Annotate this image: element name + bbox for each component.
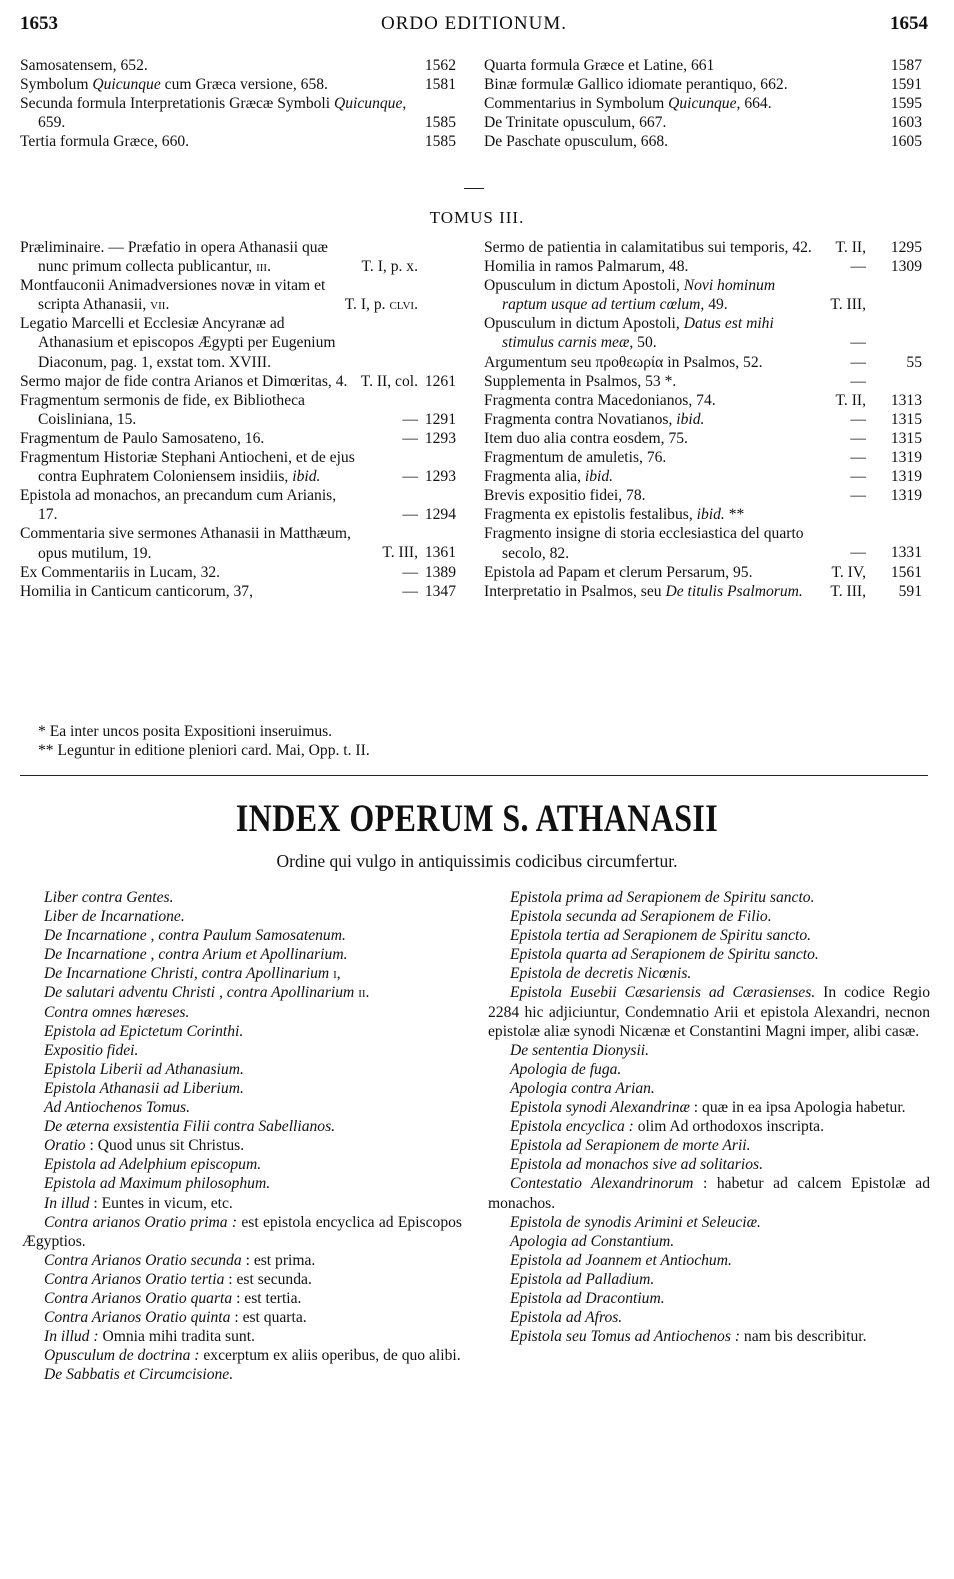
entry	[484, 113, 922, 132]
entry	[484, 75, 922, 94]
entry-title: Opusculum in dictum Apostoli, Novi hominum raptum usque ad tertium cœlum, 49.	[484, 277, 776, 314]
entry	[20, 56, 456, 75]
entry-column-number: 591	[898, 582, 922, 600]
running-header	[20, 14, 928, 38]
entry	[20, 524, 456, 562]
work-title: Contra arianos Oratio prima : est epistola encyclica ad Episcopos Ægyptios.	[22, 1213, 462, 1250]
entry-tome-ref: T. III,	[382, 544, 418, 562]
entry-title: Fragmentum Historiæ Stephani Antiocheni, et de ejus contra Euphratem Coloniensem insidiis, ibid.	[20, 449, 355, 486]
entry	[484, 582, 922, 601]
index-left-column	[22, 888, 462, 1384]
entry	[484, 391, 922, 410]
entry-title: Sermo de patientia in calamitatibus sui temporis, 42.	[484, 239, 812, 256]
work-title: Contestatio Alexandrinorum : habetur ad calcem Epistolæ ad monachos.	[488, 1175, 930, 1212]
entry-title: Ex Commentariis in Lucam, 32.	[20, 563, 221, 581]
entry-column-number: 1291	[424, 410, 456, 428]
entry-tome-ref: —	[850, 258, 866, 276]
entry-title: Fragmentum sermonis de fide, ex Bibliotheca Coisliniana, 15.	[20, 391, 305, 428]
entry-title: Montfauconii Animadversiones novæ in vitam et scripta Athanasii, vii.	[20, 277, 326, 314]
entry-title: Tertia formula Græce, 660.	[20, 133, 190, 151]
work-title: Epistola ad Joannem et Antiochum.	[510, 1251, 732, 1269]
entry-tome-ref: —	[402, 506, 418, 524]
entry-tome-ref: —	[850, 410, 866, 428]
tomus-heading: TOMUS III.	[429, 208, 525, 227]
entry-title: Homilia in Canticum canticorum, 37,	[20, 582, 253, 600]
entry-column-number: 1331	[890, 544, 922, 562]
entry-title: Commentarius in Symbolum Quicunque, 664.	[484, 95, 772, 113]
work-title: Apologia contra Arian.	[510, 1079, 655, 1097]
work-title: Opusculum de doctrina : excerptum ex aliis operibus, de quo alibi.	[44, 1347, 461, 1365]
entry-tome-ref: —	[850, 487, 866, 505]
work-title: Epistola ad Maximum philosophum.	[44, 1175, 271, 1193]
work-title: Contra Arianos Oratio quinta : est quarta.	[44, 1309, 307, 1327]
entry	[484, 132, 922, 151]
work-title: De Incarnatione Christi, contra Apollinarium i,	[44, 965, 341, 983]
work-title: Apologia de fuga.	[510, 1060, 622, 1078]
entry-column-number: 1347	[424, 582, 456, 600]
work-title: Epistola encyclica : olim Ad orthodoxos inscripta.	[510, 1118, 824, 1136]
entry-title: Supplementa in Psalmos, 53 *.	[484, 372, 677, 390]
entry-title: Secunda formula Interpretationis Græcæ Symboli Quicunque, 659.	[20, 95, 407, 132]
entry-title: Fragmenta ex epistolis festalibus, ibid. **	[484, 506, 745, 524]
entry-tome-ref: T. III,	[830, 296, 866, 314]
footnote: * Ea inter uncos posita Expositioni inseruimus.	[38, 723, 333, 740]
entry-tome-ref: —	[850, 334, 866, 352]
work-title: Epistola ad Dracontium.	[510, 1289, 665, 1307]
left-page-number: 1653	[20, 13, 58, 34]
entry	[484, 467, 922, 486]
right-page-number: 1654	[890, 13, 928, 34]
entry-tome-ref: —	[402, 410, 418, 428]
entry-title: Interpretatio in Psalmos, seu De titulis Psalmorum.	[484, 582, 803, 600]
entry-column-number: 1561	[890, 563, 922, 581]
work-title: De æterna exsistentia Filii contra Sabellianos.	[44, 1118, 336, 1136]
entry	[484, 257, 922, 276]
tomus-left-entries	[20, 238, 456, 601]
entry-column-number: 1319	[890, 468, 922, 486]
top-left-entries	[20, 56, 456, 151]
entry-title: Fragmentum de Paulo Samosateno, 16.	[20, 429, 265, 447]
entry-column-number: 1295	[890, 239, 922, 256]
entry-tome-ref: T. II,	[835, 391, 866, 409]
page-rule	[20, 775, 928, 776]
entry-tome-ref: T. IV,	[831, 563, 866, 581]
entry-column-number: 1315	[890, 410, 922, 428]
entry-title: Fragmenta contra Macedonianos, 74.	[484, 391, 716, 409]
entry	[20, 582, 456, 601]
entry-tome-ref: T. II, col.	[360, 372, 418, 390]
work-title: Epistola Liberii ad Athanasium.	[44, 1060, 244, 1078]
work-title: De salutari adventu Christi , contra Apollinarium ii.	[44, 984, 370, 1002]
entry-title: Homilia in ramos Palmarum, 48.	[484, 258, 689, 276]
entry-tome-ref: —	[402, 429, 418, 447]
work-title: De sententia Dionysii.	[510, 1041, 650, 1059]
entry-title: Samosatensem, 652.	[20, 57, 148, 74]
work-title: Oratio : Quod unus sit Christus.	[44, 1137, 245, 1155]
work-title: Expositio fidei.	[44, 1041, 139, 1059]
entry-column-number: 1389	[424, 563, 456, 581]
entry	[484, 410, 922, 429]
work-title: Contra Arianos Oratio secunda : est prima.	[44, 1251, 316, 1269]
work-title: De Incarnatione , contra Paulum Samosatenum.	[44, 927, 346, 945]
entry	[484, 486, 922, 505]
entry-tome-ref: T. III,	[830, 582, 866, 600]
entry-tome-ref: —	[402, 582, 418, 600]
work-title: Epistola ad Adelphium episcopum.	[44, 1156, 262, 1174]
entry-column-number: 1294	[424, 506, 456, 524]
entry-title: Symbolum Quicunque cum Græca versione, 658.	[20, 76, 328, 94]
entry	[484, 238, 922, 257]
entry-title: Fragmentum de amuletis, 76.	[484, 449, 667, 467]
work-title: Epistola ad Afros.	[510, 1309, 623, 1327]
entry	[484, 56, 922, 75]
work-title: Epistola seu Tomus ad Antiochenos : nam bis describitur.	[510, 1328, 867, 1346]
entry-column-number: 1319	[890, 487, 922, 505]
entry	[484, 276, 922, 314]
entry-title: Fragmento insigne di storia ecclesiastica del quarto secolo, 82.	[484, 525, 804, 562]
entry-title: Legatio Marcelli et Ecclesiæ Ancyranæ ad Athanasium et episcopos Ægypti per Eugenium Diaconum, pag. 1, exstat tom. XVIII.	[20, 315, 336, 371]
entry	[20, 563, 456, 582]
entry-column-number: 1585	[424, 133, 456, 151]
work-title: Contra omnes hæreses.	[44, 1003, 190, 1021]
entry-tome-ref: —	[850, 468, 866, 486]
entry-tome-ref: —	[402, 563, 418, 581]
entry-tome-ref: —	[850, 544, 866, 562]
entry-tome-ref: T. II,	[835, 239, 866, 256]
entry-tome-ref: —	[850, 449, 866, 467]
work-title: Epistola ad monachos sive ad solitarios.	[510, 1156, 763, 1174]
entry-column-number: 1581	[424, 76, 456, 94]
entry-column-number: 1585	[424, 114, 456, 132]
entry	[484, 372, 922, 391]
entry-column-number: 1261	[424, 372, 456, 390]
entry-title: Item duo alia contra eosdem, 75.	[484, 429, 688, 447]
work-title: Epistola prima ad Serapionem de Spiritu sancto.	[510, 889, 815, 906]
entry-column-number: 1313	[890, 391, 922, 409]
entry	[484, 94, 922, 113]
entry	[20, 94, 456, 132]
entry-title: Præliminaire. — Præfatio in opera Athanasii quæ nunc primum collecta publicantur, iii.	[20, 239, 328, 276]
entry-title: Binæ formulæ Gallico idiomate perantiquo, 662.	[484, 76, 788, 94]
entry-column-number: 1605	[890, 133, 922, 151]
entry-column-number: 1293	[424, 429, 456, 447]
entry-title: Fragmenta alia, ibid.	[484, 468, 614, 486]
entry-title: De Trinitate opusculum, 667.	[484, 114, 667, 132]
entry-title: De Paschate opusculum, 668.	[484, 133, 669, 151]
entry	[20, 314, 456, 371]
index-title: INDEX OPERUM S. ATHANASII	[235, 797, 719, 840]
entry	[484, 429, 922, 448]
index-subtitle: Ordine qui vulgo in antiquissimis codicibus circumfertur.	[276, 851, 678, 871]
entry	[20, 429, 456, 448]
entry-title: Quarta formula Græce et Latine, 661	[484, 57, 715, 74]
entry-tome-ref: —	[850, 372, 866, 390]
work-title: Epistola ad Palladium.	[510, 1270, 655, 1288]
work-title: Contra Arianos Oratio quarta : est tertia.	[44, 1289, 302, 1307]
entry-tome-ref: T. I, p. clvi.	[344, 296, 418, 314]
entry	[20, 132, 456, 151]
entry-title: Brevis expositio fidei, 78.	[484, 487, 646, 505]
top-right-entries	[484, 56, 922, 151]
entry	[20, 75, 456, 94]
tomus-right-entries	[484, 238, 922, 601]
entry-tome-ref: T. I, p. x.	[361, 258, 418, 276]
entry-column-number: 1309	[890, 258, 922, 276]
work-title: Liber de Incarnatione.	[44, 908, 185, 926]
work-title: Apologia ad Constantium.	[510, 1232, 675, 1250]
entry	[20, 391, 456, 429]
work-title: Liber contra Gentes.	[44, 889, 174, 906]
entry-column-number: 1361	[424, 544, 456, 562]
entry-column-number: 1293	[424, 468, 456, 486]
work-title: Epistola synodi Alexandrinæ : quæ in ea ipsa Apologia habetur.	[510, 1099, 906, 1117]
entry-title: Epistola ad Papam et clerum Persarum, 95.	[484, 563, 753, 581]
entry	[20, 448, 456, 486]
entry	[484, 353, 922, 372]
work-title: In illud : Omnia mihi tradita sunt.	[44, 1328, 255, 1346]
entry-column-number: 1591	[890, 76, 922, 94]
entry-title: Fragmenta contra Novatianos, ibid.	[484, 410, 705, 428]
work-title: De Incarnatione , contra Arium et Apollinarium.	[44, 946, 348, 964]
entry-title: Argumentum seu προθεωρία in Psalmos, 52.	[484, 353, 763, 371]
entry-tome-ref: —	[850, 429, 866, 447]
work-title: Epistola quarta ad Serapionem de Spiritu sancto.	[510, 946, 819, 964]
entry	[20, 372, 456, 391]
entry	[484, 505, 922, 524]
index-right-column	[488, 888, 930, 1346]
work-title: Epistola de decretis Nicœnis.	[510, 965, 692, 983]
footnote: ** Leguntur in editione pleniori card. Mai, Opp. t. II.	[38, 742, 370, 760]
entry-tome-ref: —	[850, 353, 866, 371]
entry	[484, 524, 922, 562]
work-title: Epistola ad Epictetum Corinthi.	[44, 1022, 244, 1040]
work-title: Epistola Athanasii ad Liberium.	[44, 1079, 244, 1097]
work-title: Epistola de synodis Arimini et Seleuciæ.	[510, 1213, 761, 1231]
entry-column-number: 1587	[890, 57, 922, 74]
entry	[20, 238, 456, 276]
entry-title: Opusculum in dictum Apostoli, Datus est mihi stimulus carnis meæ, 50.	[484, 315, 774, 352]
entry-column-number: 1319	[890, 449, 922, 467]
entry	[484, 563, 922, 582]
entry	[484, 314, 922, 352]
work-title: Epistola secunda ad Serapionem de Filio.	[510, 908, 772, 926]
entry-title: Sermo major de fide contra Arianos et Dimœritas, 4.	[20, 372, 348, 390]
entry	[20, 276, 456, 314]
work-title: De Sabbatis et Circumcisione.	[44, 1366, 234, 1384]
entry-column-number: 1603	[890, 114, 922, 132]
entry-title: Commentaria sive sermones Athanasii in Matthæum, opus mutilum, 19.	[20, 525, 351, 562]
entry	[484, 448, 922, 467]
entry-column-number: 1595	[890, 95, 922, 113]
entry-column-number: 55	[906, 353, 922, 371]
work-title: Ad Antiochenos Tomus.	[44, 1099, 190, 1117]
work-title: Contra Arianos Oratio tertia : est secunda.	[44, 1270, 312, 1288]
work-title: Epistola Eusebii Cæsariensis ad Cærasienses. In codice Regio 2284 hic adjiciuntur, Condemnatio Arii et epistola Alexandri, necnon epistolæ aliæ synodi Nicænæ et Constantini Magni imper, alibi casæ.	[488, 984, 930, 1040]
work-title: Epistola tertia ad Serapionem de Spiritu sancto.	[510, 927, 812, 945]
entry-column-number: 1315	[890, 429, 922, 447]
entry	[20, 486, 456, 524]
work-title: In illud : Euntes in vicum, etc.	[44, 1194, 233, 1212]
work-title: Epistola ad Serapionem de morte Arii.	[510, 1137, 751, 1155]
entry-column-number: 1562	[424, 57, 456, 74]
footnotes	[38, 722, 370, 760]
running-title: ORDO EDITIONUM.	[381, 13, 567, 34]
entry-tome-ref: —	[402, 468, 418, 486]
section-divider	[464, 188, 484, 189]
entry-title: Epistola ad monachos, an precandum cum Arianis, 17.	[20, 487, 337, 524]
